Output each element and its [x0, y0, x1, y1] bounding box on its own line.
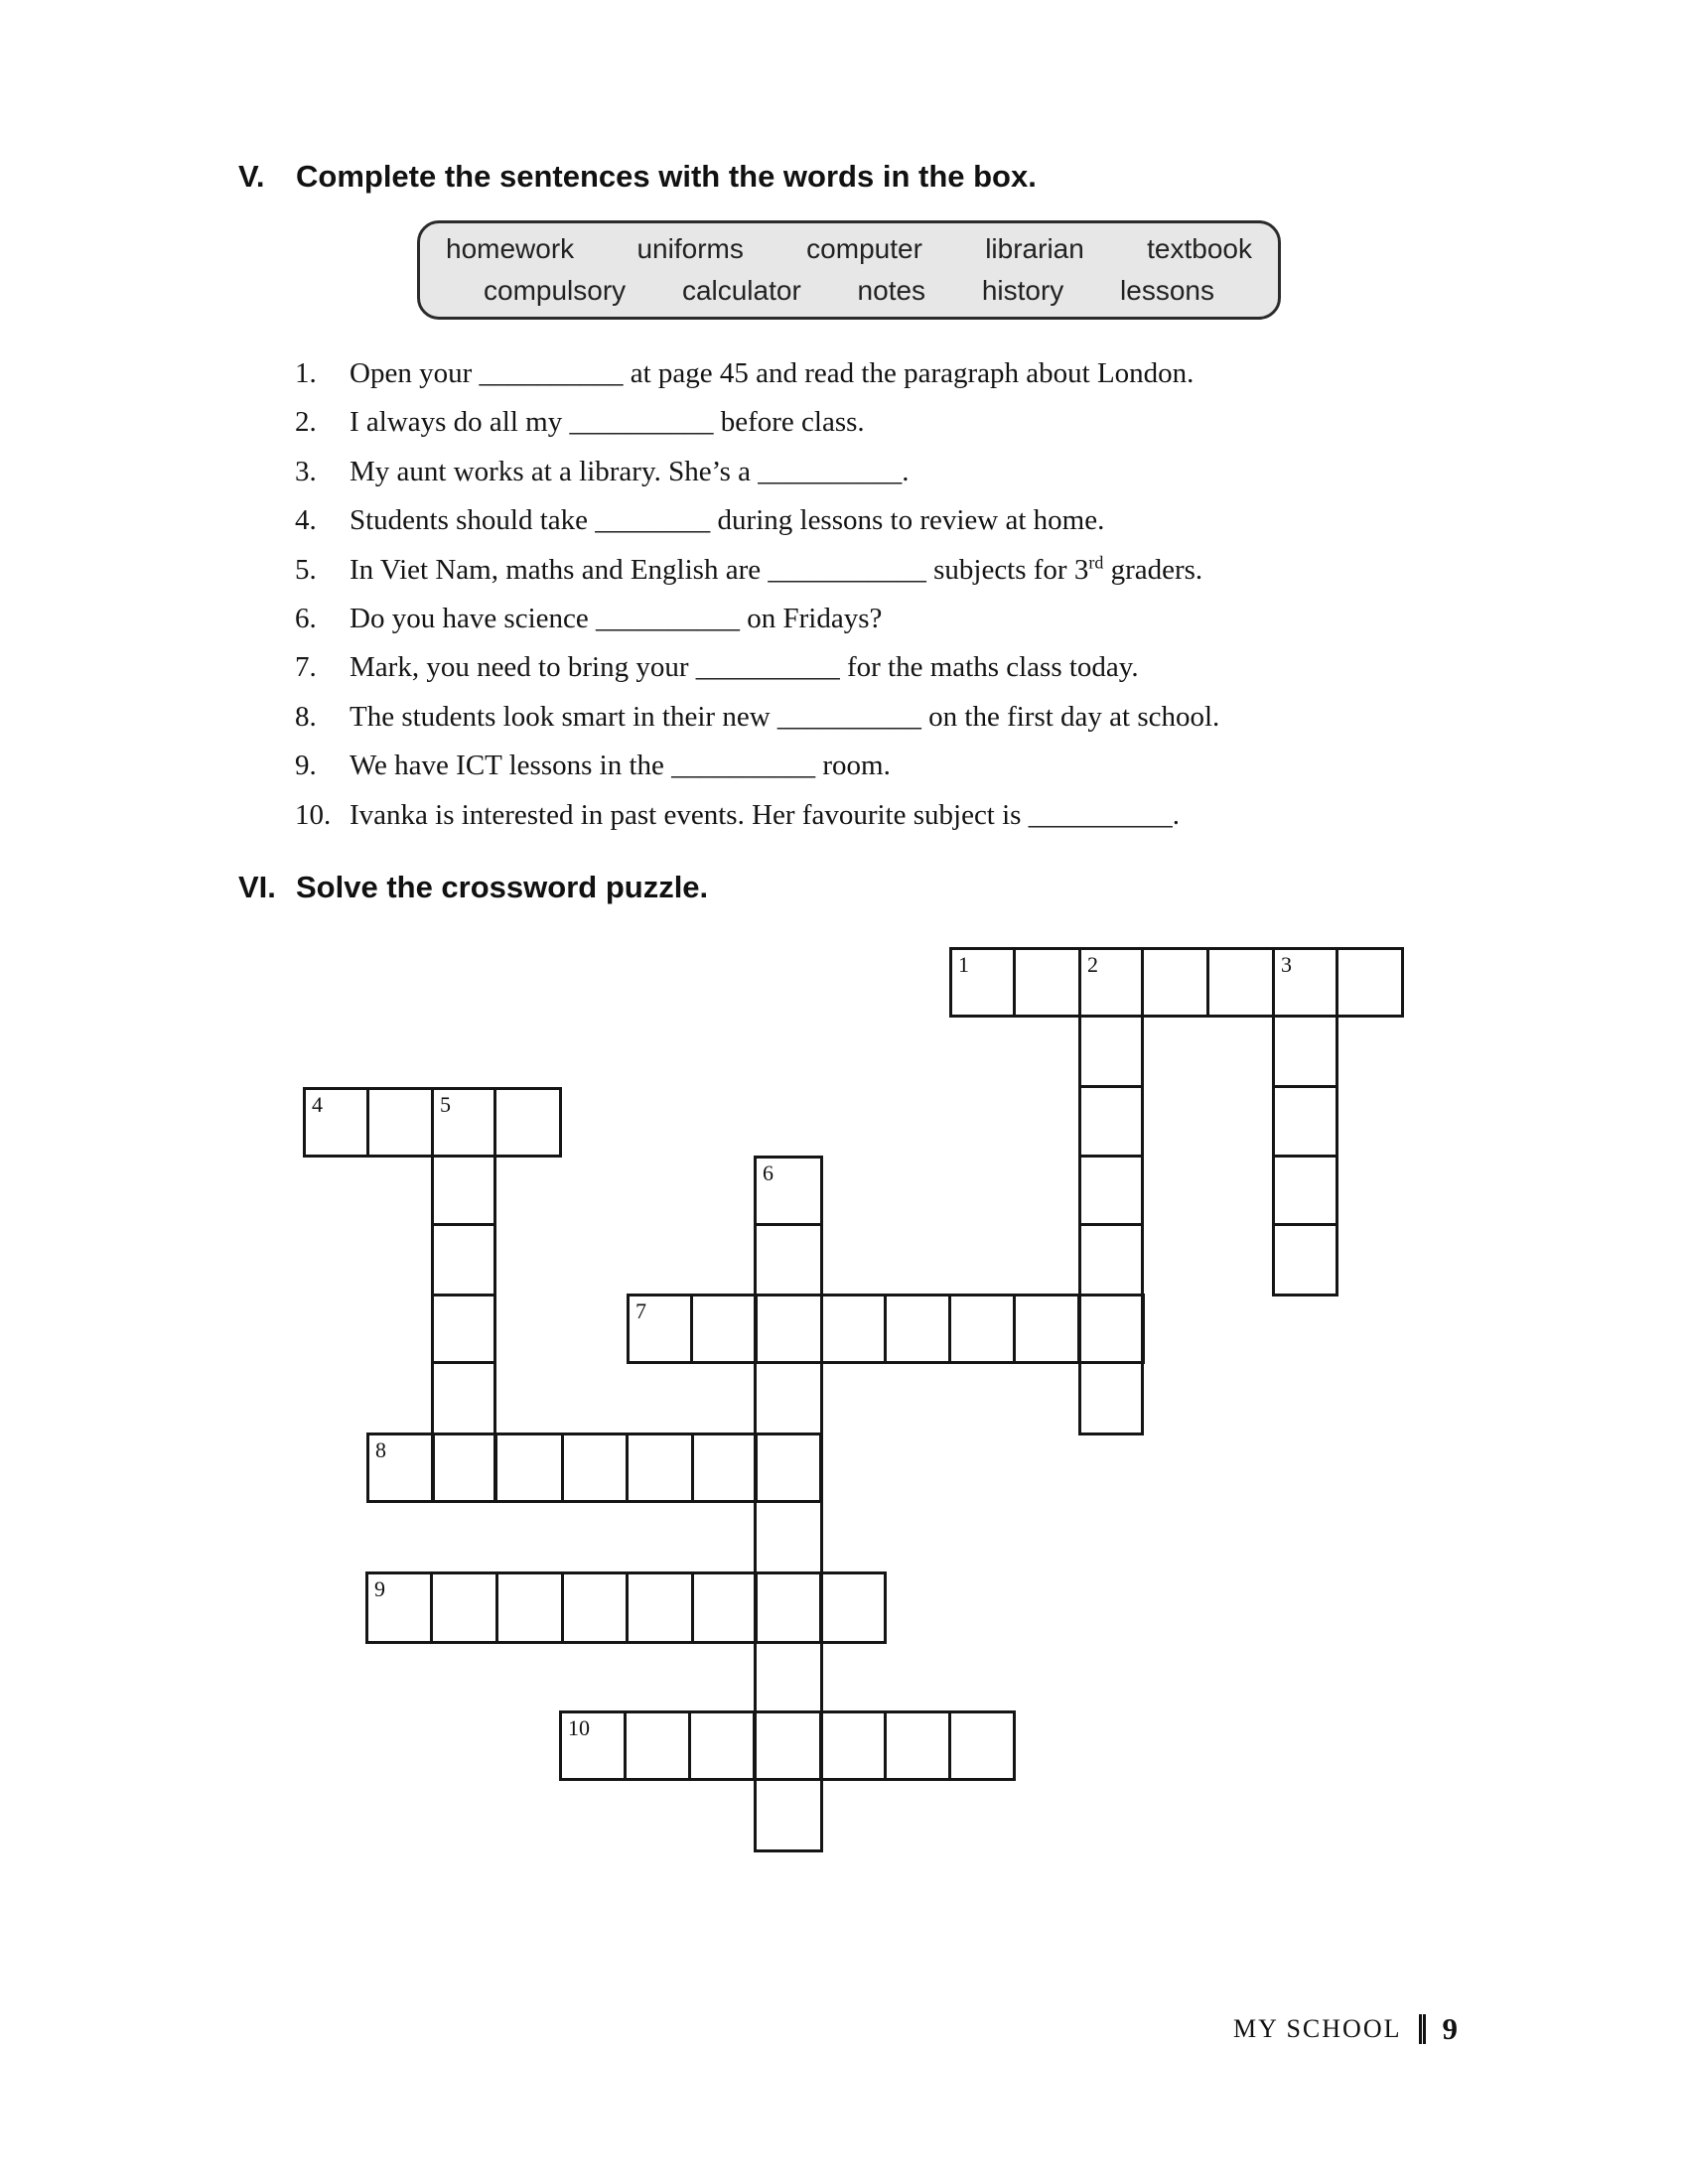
crossword-clue-number: 7	[635, 1298, 646, 1323]
crossword-cell[interactable]	[1206, 947, 1275, 1018]
crossword-cell[interactable]	[690, 1294, 758, 1364]
word-bank-item: librarian	[985, 233, 1084, 264]
crossword-cell[interactable]	[366, 1433, 435, 1503]
crossword-clue-number: 6	[763, 1160, 774, 1185]
crossword-cell[interactable]	[561, 1433, 629, 1503]
word-bank-item: history	[981, 275, 1064, 306]
word-bank-item: homework	[446, 233, 575, 264]
crossword-cell[interactable]	[561, 1571, 629, 1644]
crossword-cell[interactable]	[624, 1710, 691, 1781]
crossword-cell[interactable]	[948, 1710, 1016, 1781]
crossword-cell[interactable]	[627, 1294, 693, 1364]
crossword-cell[interactable]	[1336, 947, 1404, 1018]
sentence-number: 9.	[295, 750, 317, 782]
crossword-cell[interactable]	[431, 1155, 496, 1226]
crossword-cell[interactable]	[884, 1710, 951, 1781]
page-number: 9	[1442, 2011, 1458, 2046]
crossword-cell[interactable]	[754, 1778, 823, 1852]
crossword-cell[interactable]	[819, 1571, 887, 1644]
sentence-text: The students look smart in their new __________ on the first day at school.	[350, 700, 1220, 733]
crossword-cell[interactable]	[1078, 1361, 1144, 1435]
crossword-cell[interactable]	[1078, 1223, 1144, 1297]
crossword-cell[interactable]	[1078, 1155, 1144, 1226]
chapter-title: MY SCHOOL	[1233, 2014, 1402, 2043]
crossword-cell[interactable]	[819, 1710, 887, 1781]
sentence-number: 2.	[295, 406, 317, 439]
word-bank-item: uniforms	[636, 233, 744, 264]
crossword-cell[interactable]	[431, 1223, 496, 1297]
crossword-cell[interactable]	[303, 1087, 369, 1158]
crossword-cell[interactable]	[1013, 947, 1081, 1018]
crossword-cell[interactable]	[1078, 1085, 1144, 1158]
sentence-text: My aunt works at a library. She’s a __________.	[350, 455, 910, 487]
crossword-cell[interactable]	[754, 1361, 823, 1435]
crossword-clue-number: 4	[312, 1092, 323, 1117]
crossword-cell[interactable]	[754, 1294, 823, 1364]
crossword-cell[interactable]	[754, 1433, 823, 1503]
crossword-cell[interactable]	[754, 1571, 823, 1644]
sentence-number: 6.	[295, 602, 317, 634]
sentence-number: 7.	[295, 651, 317, 684]
page-footer	[1233, 2011, 1458, 2047]
double-bar-icon	[1419, 2014, 1426, 2044]
sentence-number: 5.	[295, 553, 317, 586]
crossword-cell[interactable]	[431, 1433, 496, 1503]
crossword-cell[interactable]	[431, 1294, 496, 1364]
crossword-cell[interactable]	[494, 1433, 564, 1503]
crossword-cell[interactable]	[691, 1571, 758, 1644]
crossword-cell[interactable]	[430, 1571, 498, 1644]
crossword-clue-number: 1	[958, 952, 969, 977]
section-vi-label: VI.	[238, 870, 276, 904]
crossword-clue-number: 5	[440, 1092, 451, 1117]
sentence-number: 3.	[295, 455, 317, 487]
crossword-cell[interactable]	[754, 1223, 823, 1297]
sentence-text: In Viet Nam, maths and English are ___________ subjects for 3rd graders.	[350, 551, 1203, 586]
crossword-cell[interactable]	[820, 1294, 887, 1364]
crossword-cell[interactable]	[949, 947, 1016, 1018]
crossword-cell[interactable]	[1272, 1155, 1338, 1226]
word-bank-item: notes	[857, 275, 926, 306]
word-bank-item: compulsory	[484, 275, 627, 306]
crossword-cell[interactable]	[559, 1710, 627, 1781]
ordinal-suffix: rd	[1088, 551, 1104, 572]
crossword-cell[interactable]	[691, 1433, 758, 1503]
word-bank-item: calculator	[681, 275, 801, 306]
sentence-number: 8.	[295, 700, 317, 733]
word-bank-item: lessons	[1120, 275, 1214, 306]
crossword-clue-number: 2	[1087, 952, 1098, 977]
crossword-clue-number: 3	[1281, 952, 1292, 977]
crossword-cell[interactable]	[365, 1571, 433, 1644]
crossword-cell[interactable]	[493, 1087, 562, 1158]
crossword-cell[interactable]	[1078, 947, 1144, 1018]
sentence-text: Students should take ________ during lessons to review at home.	[350, 504, 1105, 537]
crossword-clue-number: 8	[375, 1437, 386, 1462]
crossword-cell[interactable]	[884, 1294, 951, 1364]
sentence-text: Open your __________ at page 45 and read the paragraph about London.	[350, 357, 1195, 389]
crossword-clue-number: 9	[374, 1576, 385, 1601]
sentence-text: Mark, you need to bring your __________ for the maths class today.	[350, 651, 1139, 684]
crossword-cell[interactable]	[1141, 947, 1209, 1018]
crossword-cell[interactable]	[948, 1294, 1016, 1364]
crossword-cell[interactable]	[754, 1500, 823, 1574]
crossword-cell[interactable]	[754, 1710, 823, 1781]
sentence-number: 1.	[295, 357, 317, 389]
crossword-clue-number: 10	[568, 1715, 590, 1740]
crossword-cell[interactable]	[754, 1156, 823, 1226]
crossword-cell[interactable]	[1078, 1294, 1144, 1364]
crossword-cell[interactable]	[431, 1087, 496, 1158]
crossword-cell[interactable]	[688, 1710, 756, 1781]
crossword-cell[interactable]	[626, 1433, 694, 1503]
word-bank-item: computer	[806, 233, 922, 264]
section-v-label: V.	[238, 159, 265, 194]
sentence-number: 4.	[295, 504, 317, 537]
crossword-cell[interactable]	[1272, 1015, 1338, 1088]
sentence-text: Do you have science __________ on Fridays?	[350, 602, 883, 634]
crossword-cell[interactable]	[1013, 1294, 1080, 1364]
crossword-cell[interactable]	[1078, 1015, 1144, 1088]
sentence-text: Ivanka is interested in past events. Her favourite subject is __________.	[350, 798, 1180, 831]
section-vi-title: Solve the crossword puzzle.	[296, 870, 709, 904]
crossword-cell[interactable]	[1272, 1223, 1338, 1297]
crossword-cell[interactable]	[754, 1641, 823, 1713]
word-bank-item: textbook	[1147, 233, 1252, 264]
section-v-title: Complete the sentences with the words in the box.	[296, 159, 1037, 194]
crossword-cell[interactable]	[495, 1571, 564, 1644]
crossword-cell[interactable]	[1272, 1085, 1338, 1158]
crossword-cell[interactable]	[431, 1361, 496, 1435]
crossword-cell[interactable]	[366, 1087, 434, 1158]
sentence-text: We have ICT lessons in the __________ room.	[350, 750, 891, 782]
sentence-number: 10.	[295, 798, 332, 831]
crossword-cell[interactable]	[626, 1571, 694, 1644]
crossword-cell[interactable]	[1272, 947, 1338, 1018]
sentence-text: I always do all my __________ before class.	[350, 406, 865, 439]
